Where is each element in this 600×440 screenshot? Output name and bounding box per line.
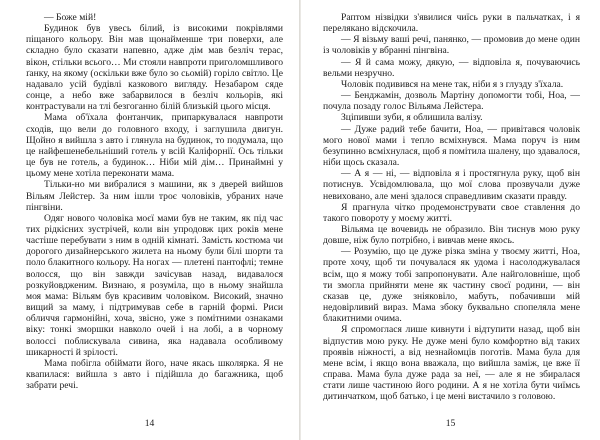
paragraph: — Я візьму ваші речі, панянко, — промовив до мене один із чоловіків у вбранні пінгвіна. (323, 34, 580, 57)
paragraph: Раптом нізвідки з'явилися чиїсь руки в пальчатках, і я перелякано відскочила. (323, 12, 580, 35)
paragraph: Будинок був увесь білий, із високими покрівлями піщаного кольору. Він мав щонайменше три поверхи, але складно було сказати напевно, адже дім мав безліч терас, вікон, стільки всього… Ми стояли навпроти приголомшливого ґанку, на якому (оскільки вже було зо сьомій) горіло світло. Це надавало усій будівлі казкового вигляду. Незабаром сяде сонце, а небо вже забарвилося в безліч кольорів, які контрастували на тлі безгоганно білій близькій цього місця. (26, 23, 283, 113)
paragraph: — Розумію, що це дуже різка зміна у твоєму житті, Ноа, проте хочу, щоб ти почувалася як удома і насолоджувалася всім, що я можу тобі запропонувати. Але найголовніше, щоб ти змогла прийняти мене як частину своєї родини, — він сказав це, дуже зніяковіло, мабуть, побачивши мій недовірливий вираз. Мама збоку буквально спопеляла мене блакитними очима. (323, 246, 580, 325)
paragraph: Одяг нового чоловіка моєї мами був не таким, як під час тих рідкісних зустрічей, коли він упродовж цих років мене частіше перебувати з ним в одній кімнаті. Замість костюма чи дорогого дизайнерського жилета на ньому були білі шорти та поло блакитного кольору. На ногах — плетені пантофлі; темне волосся, що він завжди зачісував назад, видавалося розкуйовдженим. Визнаю, я розуміла, що в ньому знайшла моя мама: Вільям був красивим чоловіком. Високий, значно вищий за маму, і підтримував себе в гарній формі. Риси обличчя гармонійні, хоча, звісно, уже з помітними ознаками віку: тонкі зморшки навколо очей і на лобі, а в чорному волоссі поблискувала сивина, яка надавала особливому шикарності й зрілості. (26, 212, 283, 358)
paragraph: — Я й сама можу, дякую, — відповіла я, почуваючись вельми незручно. (323, 56, 580, 79)
paragraph: Чоловік подивився на мене так, ніби я з глузду з'їхала. (341, 78, 564, 90)
paragraph: Мама об'їхала фонтанчик, припаркувалася навпроти сходів, що вели до головного входу, і заглушила двигун. Щойно я вийшла з авто і глянула на будинок, то подумала, що це найфешенебельніший готель у всій Каліфорнії. Ось тільки це був не готель, а будинок… Ніби мій дім… Принаймні у цьому мене хотіла переконати мама. (26, 112, 283, 180)
paragraph: Вільяма це вочевидь не образило. Він тиснув мою руку довше, ніж було потрібно, і вивчав мене якось. (323, 223, 580, 247)
page-number: 15 (445, 418, 456, 429)
paragraph: — А я — ні, — відповіла я і простягнула руку, щоб він потиснув. Усвідомлювала, що мої слова прозвучали дуже невиховано, але мені здалося справедливим сказати правду. (323, 168, 580, 202)
paragraph: Я прагнула чітко продемонструвати свое ставлення до такого повороту у моєму житті. (323, 201, 580, 224)
paragraph: Мама побігла обіймати його, наче якась школярка. Я не квапилася: вийшла з авто і підійшла до багажника, щоб забрати речі. (26, 357, 283, 392)
paragraph: — Дуже радий тебе бачити, Ноа, — привітався чоловік мого нової мами і тепло всміхнувся. Мама поруч із ним безупинно всміхнулася, щоб я помітила шалену, що здавалося, ніби щось сказала. (323, 123, 580, 169)
right-page-text (323, 12, 580, 412)
page-number: 14 (144, 418, 155, 429)
left-page (0, 0, 299, 440)
left-page-text (26, 12, 283, 412)
right-page (301, 0, 600, 440)
paragraph: Зціпивши зуби, я облишила валізу. (341, 112, 483, 124)
paragraph: — Боже мій! (44, 12, 97, 23)
paragraph: Тільки-но ми вибралися з машини, як з дверей вийшов Вільям Лейстер. За ним ішли троє чоловіків, убраних наче пінгвіни. (26, 179, 283, 213)
paragraph: — Бенджамін, дозволь Мартіну допомогти тобі, Ноа, — почула позаду голос Вільяма Лейстера. (323, 90, 580, 113)
paragraph: Я спромоглася лише кивнути і відтупити назад, щоб він відпустив мою руку. Не дуже мені було комфортно від таких проявів ніжності, а від незнайомців поготів. Мама була для мене всім, і якщо вона вважала, що вийшла заміж, це вже її справа. Мама була дуже рада за неї, — але я не збиралася стати лише частиною його родини. А я не хотіла бути чиїмсь дитинчатком, щоб батько, і це мені вистачило з головою. (323, 324, 580, 403)
